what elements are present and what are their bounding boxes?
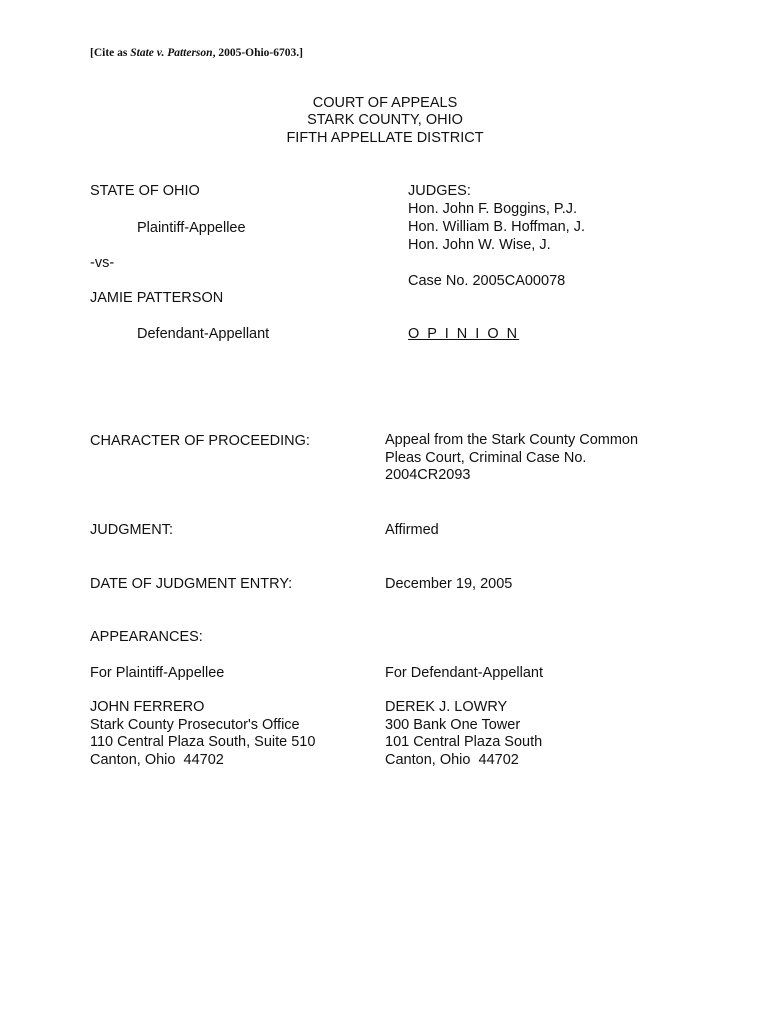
judgment-label: JUDGMENT: — [90, 522, 173, 538]
opinion-title: O P I N I O N — [408, 326, 520, 342]
plaintiff-counsel-line-2: Stark County Prosecutor's Office — [90, 716, 300, 733]
judgment-value: Affirmed — [385, 522, 439, 538]
proceeding-value — [385, 432, 638, 485]
case-number: Case No. 2005CA00078 — [408, 273, 566, 289]
defendant-role: Defendant-Appellant — [137, 326, 270, 342]
court-name: COURT OF APPEALS — [312, 95, 458, 111]
defendant-counsel-heading: For Defendant-Appellant — [385, 665, 543, 681]
proceeding-line-3: 2004CR2093 — [385, 467, 471, 483]
versus-label: -vs- — [90, 255, 115, 271]
judge-3: Hon. John W. Wise, J. — [408, 237, 551, 253]
defendant-counsel-block — [385, 699, 542, 769]
appearances-heading: APPEARANCES: — [90, 629, 203, 645]
proceeding-line-2: Pleas Court, Criminal Case No. — [385, 449, 587, 466]
defendant-counsel-line-3: 101 Central Plaza South — [385, 734, 543, 750]
defendant-counsel-line-4: Canton, Ohio 44702 — [385, 751, 519, 768]
defendant-counsel-line-1: DEREK J. LOWRY — [385, 699, 508, 715]
plaintiff-counsel-line-1: JOHN FERRERO — [90, 699, 205, 715]
defendant-name: JAMIE PATTERSON — [90, 290, 224, 306]
plaintiff-counsel-line-3: 110 Central Plaza South, Suite 510 — [90, 734, 316, 750]
judges-heading: JUDGES: — [408, 183, 471, 199]
date-label: DATE OF JUDGMENT ENTRY: — [90, 576, 293, 592]
plaintiff-role: Plaintiff-Appellee — [137, 220, 246, 236]
citation-line — [90, 44, 303, 62]
citation-prefix: [Cite as — [90, 47, 131, 59]
plaintiff-counsel-line-4: Canton, Ohio 44702 — [90, 751, 224, 768]
citation-case-name: State v. Patterson — [130, 47, 213, 59]
judge-1: Hon. John F. Boggins, P.J. — [408, 201, 578, 217]
plaintiff-name: STATE OF OHIO — [90, 183, 200, 199]
date-value: December 19, 2005 — [385, 576, 513, 592]
plaintiff-counsel-heading: For Plaintiff-Appellee — [90, 665, 225, 681]
court-district: FIFTH APPELLATE DISTRICT — [286, 130, 484, 146]
proceeding-line-1: Appeal from the Stark County Common — [385, 432, 639, 448]
judge-2: Hon. William B. Hoffman, J. — [408, 219, 586, 235]
court-county: STARK COUNTY, OHIO — [307, 112, 463, 128]
defendant-counsel-line-2: 300 Bank One Tower — [385, 716, 521, 733]
plaintiff-counsel-block — [90, 699, 315, 769]
citation-suffix: , 2005-Ohio-6703.] — [212, 47, 303, 59]
proceeding-label: CHARACTER OF PROCEEDING: — [90, 433, 310, 449]
